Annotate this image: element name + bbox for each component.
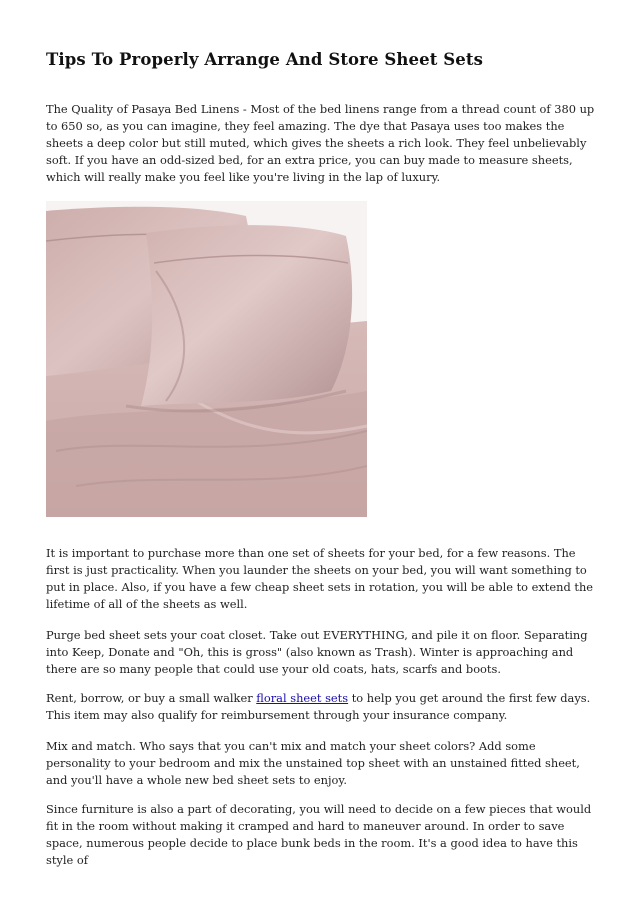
bed-sheets-illustration — [46, 201, 367, 517]
paragraph-furniture: Since furniture is also a part of decorating, you will need to decide on a few pieces that would fit in the room without making it cramped and hard to maneuver around. In order to save space, numerous people decide to place bunk beds in the room. It's a good idea to have this style of — [46, 802, 592, 867]
pillow-front — [141, 225, 352, 406]
paragraph-multiple-sets: It is important to purchase more than one set of sheets for your bed, for a few reasons. The first is just practicality. When you launder the sheets on your bed, you will want something to put in place. Also, if you have a few cheap sheet sets in rotation, you will be able to extend the lifetime of all of the sheets as well. — [46, 546, 594, 611]
page-title: Tips To Properly Arrange And Store Sheet Sets — [46, 50, 483, 69]
bed-sheets-photo — [46, 201, 367, 517]
paragraph-purge-closet: Purge bed sheet sets your coat closet. Take out EVERYTHING, and pile it on floor. Separating into Keep, Donate and "Oh, this is gross" (also known as Trash). Winter is approaching and there are so many people that could use your old coats, hats, scarfs and boots. — [46, 628, 588, 676]
paragraph-pasaya-quality: The Quality of Pasaya Bed Linens - Most of the bed linens range from a thread count of 380 up to 650 so, as you can imagine, they feel amazing. The dye that Pasaya uses too makes the sheets a deep color but still muted, which gives the sheets a rich look. They feel unbelievably soft. If you have an odd-sized bed, for an extra price, you can buy made to measure sheets, which will really make you feel like you're living in the lap of luxury. — [46, 102, 595, 184]
paragraph-walker-text-before: Rent, borrow, or buy a small walker — [46, 691, 257, 705]
paragraph-mix-and-match: Mix and match. Who says that you can't mix and match your sheet colors? Add some personality to your bedroom and mix the unstained top sheet with an unstained fitted sheet, and you'll have a whole new bed sheet sets to enjoy. — [46, 739, 580, 787]
paragraph-walker-text-after: to help you get around the first few days. This item may also qualify for reimbursement through your insurance company. — [46, 691, 591, 722]
floral-sheet-sets-link[interactable]: floral sheet sets — [256, 691, 349, 705]
paragraph-walker — [46, 690, 598, 724]
